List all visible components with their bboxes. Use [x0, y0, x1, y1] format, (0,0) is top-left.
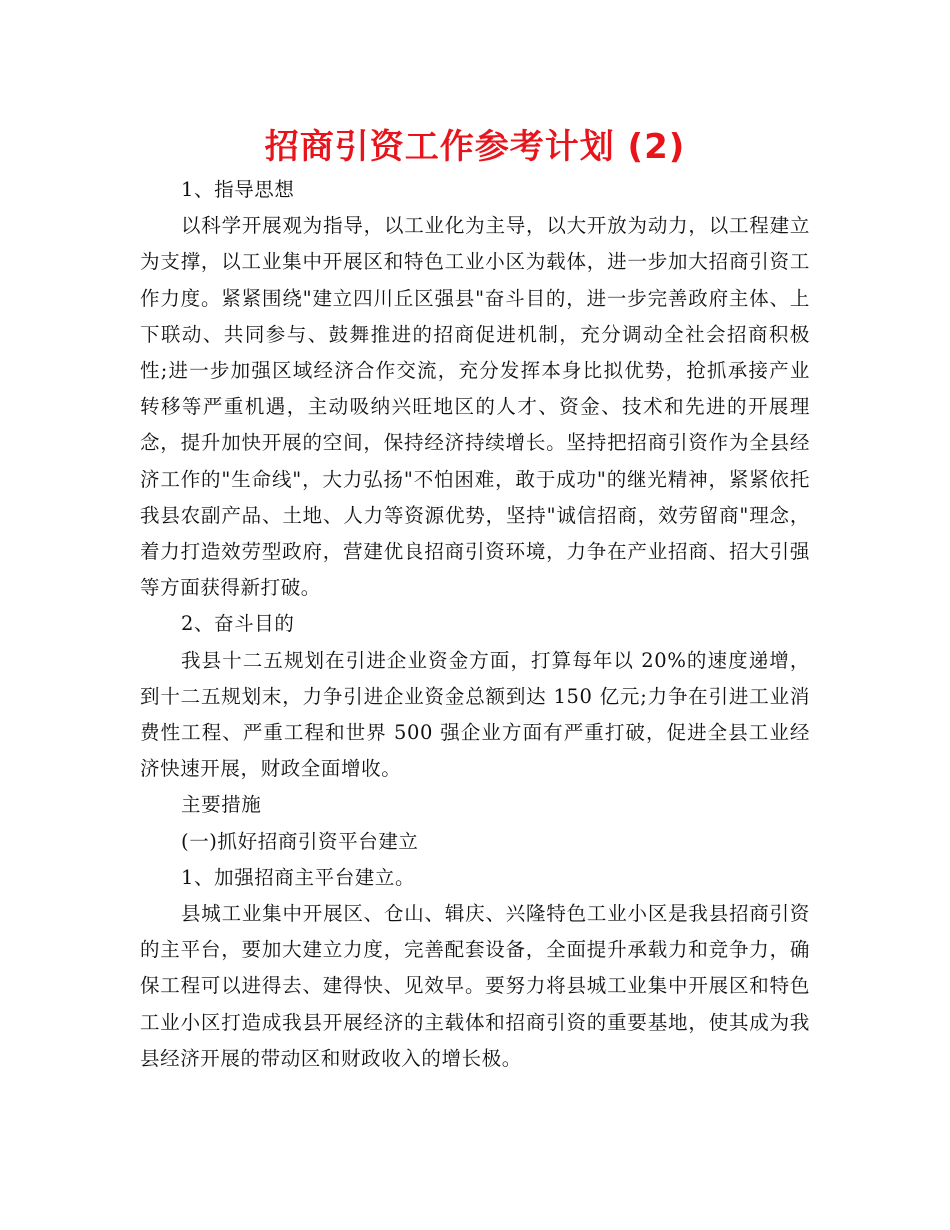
paragraph-main-platform: 县城工业集中开展区、仓山、辑庆、兴隆特色工业小区是我县招商引资的主平台，要加大建立力度，完善配套设备，全面提升承载力和竞争力，确保工程可以进得去、建得快、见效早。要努力将县城工业集中开展区和特色工业小区打造成我县开展经济的主载体和招商引资的重要基地，使其成为我县经济开展的带动区和财政收入的增长极。 — [140, 902, 810, 1070]
paragraph-guiding-ideology: 以科学开展观为指导，以工业化为主导，以大开放为动力，以工程建立为支撑，以工业集中开展区和特色工业小区为载体，进一步加大招商引资工作力度。紧紧围绕"建立四川丘区强县"奋斗目的，进一步完善政府主体、上下联动、共同参与、鼓舞推进的招商促进机制，充分调动全社会招商积极性;进一步加强区域经济合作交流，充分发挥本身比拟优势，抢抓承接产业转移等严重机遇，主动吸纳兴旺地区的人才、资金、技术和先进的开展理念，提升加快开展的空间，保持经济持续增长。坚持把招商引资作为全县经济工作的"生命线"，大力弘扬"不怕困难，敢于成功"的继光精神，紧紧依托我县农副产品、土地、人力等资源优势，坚持"诚信招商，效劳留商"理念，着力打造效劳型政府，营建优良招商引资环境，力争在产业招商、招大引强等方面获得新打破。 — [140, 214, 810, 600]
section-heading-main-measures: 主要措施 — [181, 793, 262, 817]
document-title: 招商引资工作参考计划 (2) — [264, 127, 686, 167]
section-heading-goals: 2、奋斗目的 — [181, 612, 295, 636]
document-body — [140, 172, 810, 1077]
section-heading-guiding-ideology: 1、指导思想 — [181, 178, 295, 201]
subsection-heading-platform: (一)抓好招商引资平台建立 — [181, 829, 419, 853]
item-heading-main-platform: 1、加强招商主平台建立。 — [181, 865, 416, 889]
paragraph-goals: 我县十二五规划在引进企业资金方面，打算每年以 20%的速度递增，到十二五规划末，力争引进企业资金总额到达 150 亿元;力争在引进工业消费性工程、严重工程和世界 500 强企业方面有严重打破，促进全县工业经济快速开展，财政全面增收。 — [140, 648, 810, 781]
